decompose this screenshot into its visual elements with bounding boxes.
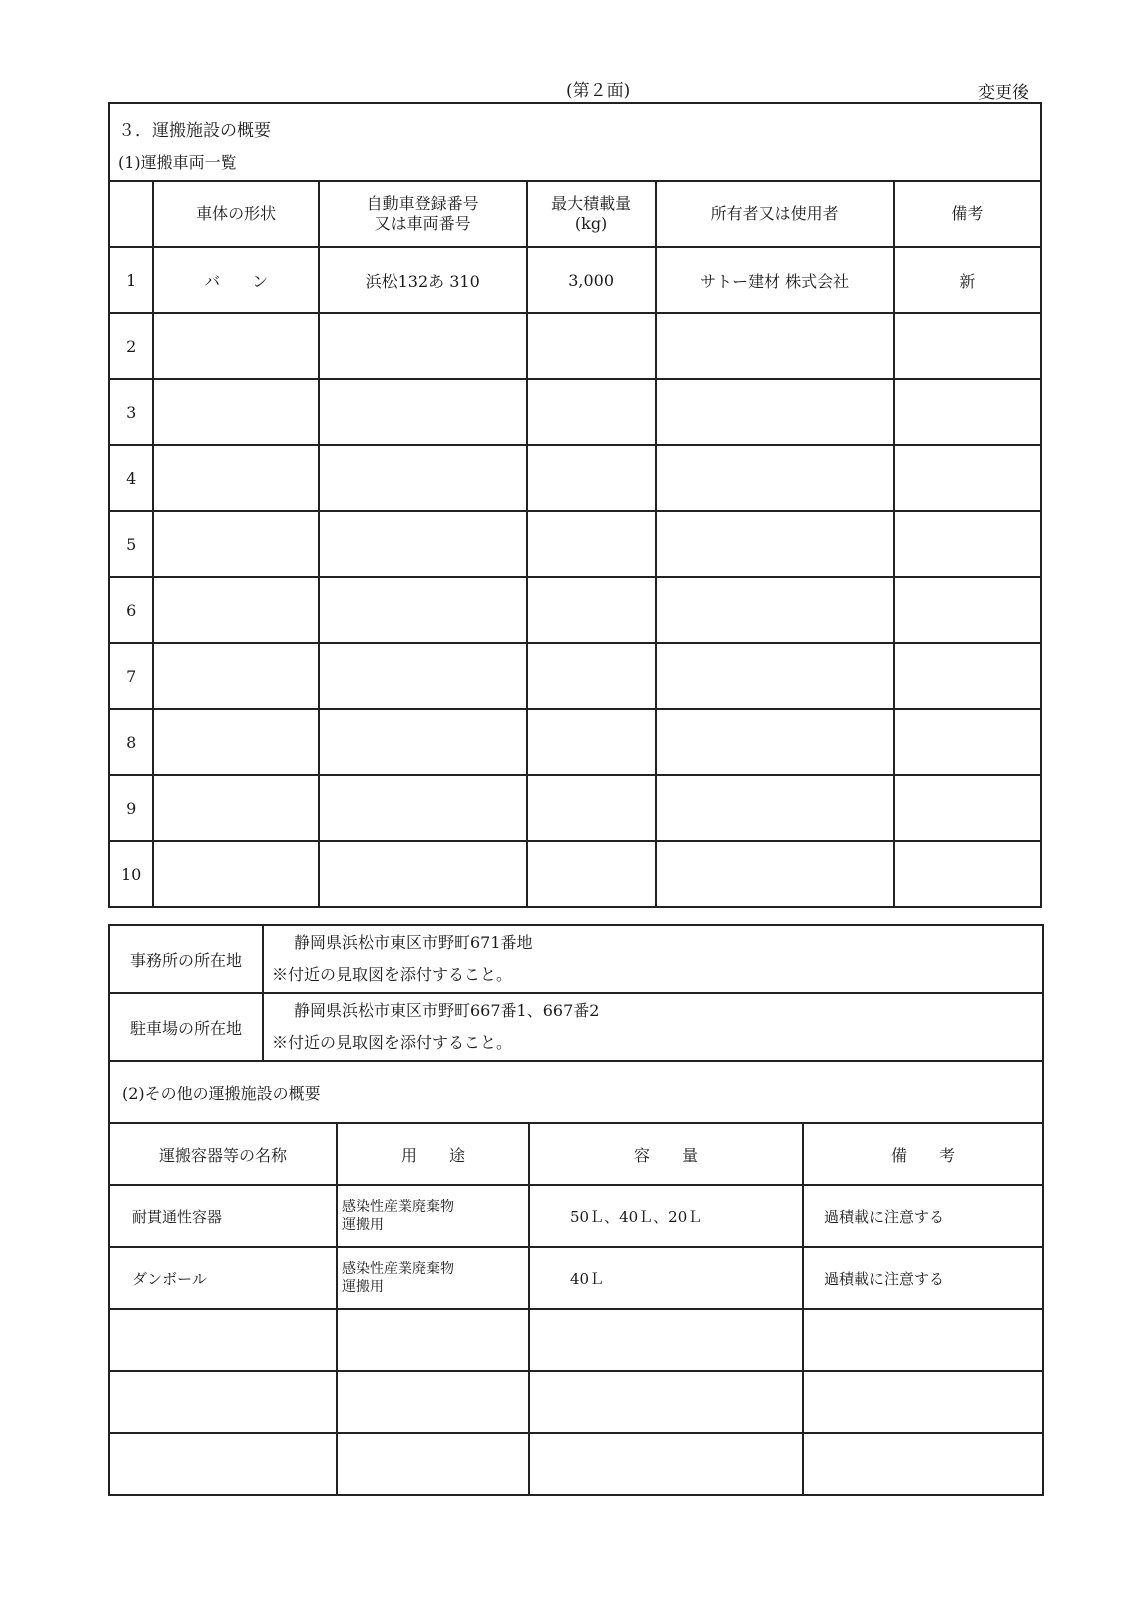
vehicle-registration: 浜松132あ 310 — [319, 247, 527, 313]
container-use — [337, 1309, 529, 1371]
vehicle-registration — [319, 577, 527, 643]
container-row — [109, 1371, 1043, 1433]
container-use — [337, 1371, 529, 1433]
container-row — [109, 1247, 1043, 1309]
vehicle-remarks — [894, 841, 1041, 907]
vehicle-number: 6 — [109, 577, 153, 643]
vehicle-owner — [656, 775, 894, 841]
vehicle-shape — [153, 313, 318, 379]
header-registration-line1: 自動車登録番号 — [366, 194, 479, 213]
vehicle-number: 1 — [109, 247, 153, 313]
location-table — [108, 924, 1044, 1124]
vehicle-max-load — [527, 511, 656, 577]
vehicle-max-load — [527, 775, 656, 841]
revision-label: 変更後 — [978, 83, 1029, 103]
parking-address: 静岡県浜松市東区市野町667番1、667番2 — [294, 1001, 600, 1020]
header-remarks: 備考 — [894, 181, 1041, 247]
vehicle-shape — [153, 841, 318, 907]
header-registration — [319, 181, 527, 247]
vehicle-owner: サトー建材 株式会社 — [656, 247, 894, 313]
container-use-line1: 感染性産業廃棄物 — [342, 1199, 454, 1215]
container-use — [337, 1247, 529, 1309]
parking-location-value — [263, 993, 1043, 1061]
header-max-load — [527, 181, 656, 247]
header-container-name: 運搬容器等の名称 — [109, 1123, 337, 1185]
vehicle-number: 2 — [109, 313, 153, 379]
container-name — [109, 1309, 337, 1371]
office-location-value — [263, 925, 1043, 993]
vehicle-max-load — [527, 577, 656, 643]
vehicle-number: 3 — [109, 379, 153, 445]
container-capacity — [529, 1371, 803, 1433]
container-capacity: 40Ｌ — [529, 1247, 803, 1309]
vehicle-owner — [656, 577, 894, 643]
vehicle-remarks — [894, 313, 1041, 379]
vehicle-max-load — [527, 709, 656, 775]
vehicle-number: 7 — [109, 643, 153, 709]
header-owner: 所有者又は使用者 — [656, 181, 894, 247]
vehicle-remarks — [894, 775, 1041, 841]
container-capacity — [529, 1433, 803, 1495]
container-remarks: 過積載に注意する — [803, 1185, 1043, 1247]
vehicle-owner — [656, 445, 894, 511]
vehicle-shape — [153, 445, 318, 511]
container-remarks — [803, 1433, 1043, 1495]
container-use-line2: 運搬用 — [342, 1279, 384, 1295]
header-registration-line2: 又は車両番号 — [374, 214, 471, 233]
container-capacity: 50Ｌ、40Ｌ、20Ｌ — [529, 1185, 803, 1247]
container-row — [109, 1185, 1043, 1247]
vehicle-registration — [319, 445, 527, 511]
container-use-line1: 感染性産業廃棄物 — [342, 1261, 454, 1277]
vehicle-owner — [656, 643, 894, 709]
parking-location-label: 駐車場の所在地 — [109, 993, 263, 1061]
header-body-shape: 車体の形状 — [153, 181, 318, 247]
vehicle-max-load — [527, 841, 656, 907]
vehicle-max-load: 3,000 — [527, 247, 656, 313]
vehicle-shape — [153, 511, 318, 577]
vehicle-registration — [319, 643, 527, 709]
vehicle-max-load — [527, 379, 656, 445]
vehicle-row — [109, 313, 1041, 379]
section-title: ３．運搬施設の概要 — [118, 121, 271, 141]
container-remarks: 過積載に注意する — [803, 1247, 1043, 1309]
vehicle-owner — [656, 709, 894, 775]
vehicle-registration — [319, 841, 527, 907]
container-use-line2: 運搬用 — [342, 1217, 384, 1233]
vehicle-remarks: 新 — [894, 247, 1041, 313]
vehicle-max-load — [527, 313, 656, 379]
vehicle-shape — [153, 709, 318, 775]
header-container-remarks: 備 考 — [803, 1123, 1043, 1185]
vehicle-shape: バ ン — [153, 247, 318, 313]
header-max-load-line1: 最大積載量 — [551, 194, 632, 213]
vehicle-remarks — [894, 643, 1041, 709]
vehicle-row — [109, 445, 1041, 511]
vehicle-row — [109, 379, 1041, 445]
page-number-label: (第２面) — [566, 81, 631, 101]
vehicle-number: 9 — [109, 775, 153, 841]
header-max-load-line2: (kg) — [574, 214, 608, 233]
container-capacity — [529, 1309, 803, 1371]
vehicle-registration — [319, 379, 527, 445]
vehicle-row — [109, 643, 1041, 709]
vehicle-number: 8 — [109, 709, 153, 775]
section-title-cell — [109, 103, 1041, 181]
office-note: ※付近の見取図を添付すること。 — [272, 965, 513, 984]
header-number — [109, 181, 153, 247]
vehicle-owner — [656, 313, 894, 379]
office-location-label: 事務所の所在地 — [109, 925, 263, 993]
section2-title-row — [109, 1061, 1043, 1123]
vehicle-row — [109, 775, 1041, 841]
vehicle-registration — [319, 775, 527, 841]
container-remarks — [803, 1371, 1043, 1433]
vehicle-shape — [153, 643, 318, 709]
vehicle-row — [109, 577, 1041, 643]
container-row — [109, 1433, 1043, 1495]
vehicle-number: 5 — [109, 511, 153, 577]
parking-row — [109, 993, 1043, 1061]
section2-title: (2)その他の運搬施設の概要 — [109, 1061, 1043, 1123]
vehicle-registration — [319, 511, 527, 577]
vehicle-remarks — [894, 511, 1041, 577]
container-row — [109, 1309, 1043, 1371]
vehicle-remarks — [894, 379, 1041, 445]
parking-note: ※付近の見取図を添付すること。 — [272, 1033, 513, 1052]
vehicle-row — [109, 709, 1041, 775]
vehicle-registration — [319, 709, 527, 775]
container-remarks — [803, 1309, 1043, 1371]
container-header-row — [109, 1123, 1043, 1185]
vehicle-owner — [656, 511, 894, 577]
vehicle-table — [108, 102, 1042, 908]
container-name — [109, 1371, 337, 1433]
vehicle-owner — [656, 379, 894, 445]
office-address: 静岡県浜松市東区市野町671番地 — [294, 933, 533, 952]
container-table — [108, 1122, 1044, 1496]
vehicle-registration — [319, 313, 527, 379]
vehicle-owner — [656, 841, 894, 907]
container-name: 耐貫通性容器 — [109, 1185, 337, 1247]
vehicle-shape — [153, 379, 318, 445]
vehicle-shape — [153, 775, 318, 841]
section-subtitle: (1)運搬車両一覧 — [118, 153, 237, 172]
vehicle-shape — [153, 577, 318, 643]
vehicle-number: 4 — [109, 445, 153, 511]
container-use — [337, 1185, 529, 1247]
vehicle-remarks — [894, 577, 1041, 643]
vehicle-max-load — [527, 445, 656, 511]
container-use — [337, 1433, 529, 1495]
vehicle-row — [109, 247, 1041, 313]
container-name: ダンボール — [109, 1247, 337, 1309]
vehicle-remarks — [894, 445, 1041, 511]
vehicle-row — [109, 841, 1041, 907]
header-capacity: 容 量 — [529, 1123, 803, 1185]
header-use: 用 途 — [337, 1123, 529, 1185]
vehicle-header-row — [109, 181, 1041, 247]
vehicle-remarks — [894, 709, 1041, 775]
vehicle-max-load — [527, 643, 656, 709]
container-name — [109, 1433, 337, 1495]
office-row — [109, 925, 1043, 993]
vehicle-row — [109, 511, 1041, 577]
vehicle-number: 10 — [109, 841, 153, 907]
